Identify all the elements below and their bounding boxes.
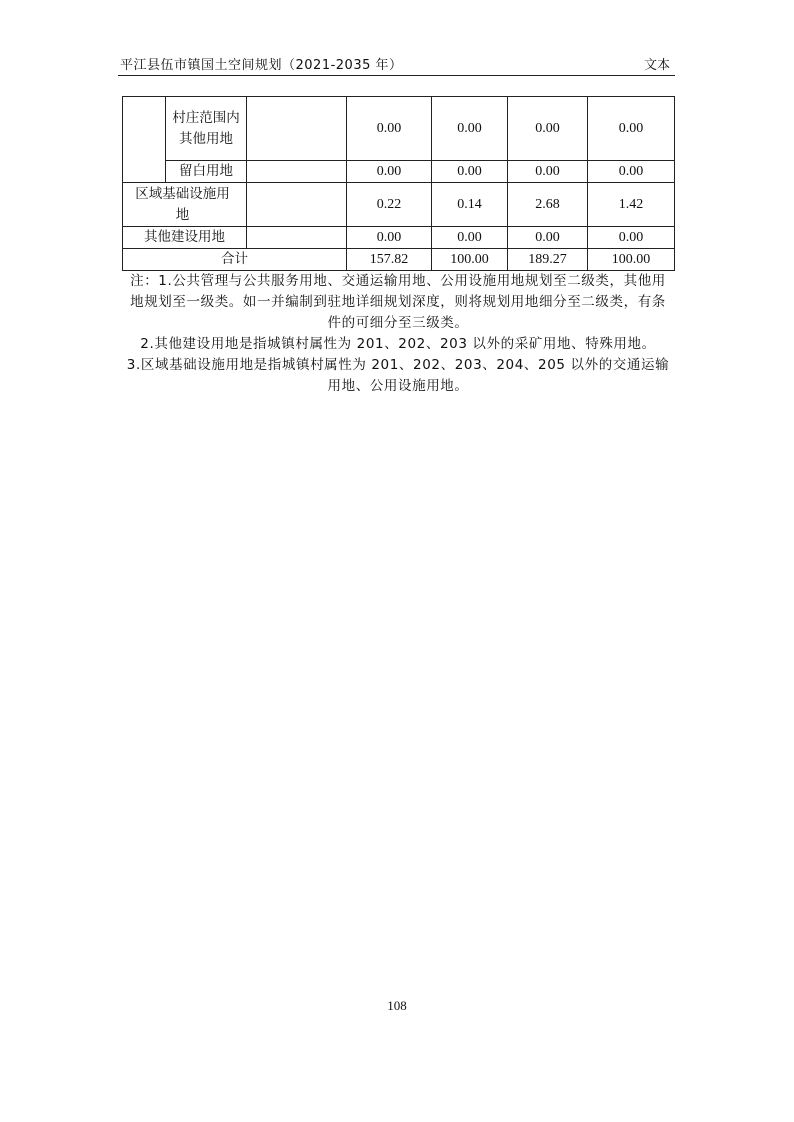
table-row [123,161,675,183]
code-cell [247,97,347,161]
note-3: 3.区域基础设施用地是指城镇村属性为 201、202、203、204、205 以外的交通运输用地、公用设施用地。 [126,357,670,394]
value-cell: 0.00 [588,161,675,183]
value-cell: 0.00 [508,97,588,161]
document-title: 平江县伍市镇国土空间规划（2021-2035 年） [120,58,403,73]
table-row [123,183,675,227]
value-cell: 0.00 [432,97,508,161]
category-cell [123,97,166,183]
code-cell [247,227,347,249]
value-cell: 189.27 [508,249,588,271]
row-label: 区域基础设施用地 [123,183,247,227]
value-cell: 0.14 [432,183,508,227]
value-cell: 0.00 [347,97,432,161]
table-total-row [123,249,675,271]
value-cell: 157.82 [347,249,432,271]
header-divider [118,75,675,76]
row-label: 其他建设用地 [123,227,247,249]
value-cell: 0.00 [508,227,588,249]
value-cell: 0.00 [508,161,588,183]
value-cell: 0.22 [347,183,432,227]
value-cell: 0.00 [432,161,508,183]
value-cell: 1.42 [588,183,675,227]
value-cell: 100.00 [588,249,675,271]
value-cell: 100.00 [432,249,508,271]
code-cell [247,183,347,227]
table-row [123,97,675,161]
total-label: 合计 [123,249,347,271]
land-use-table [122,96,675,271]
page-number: 108 [387,998,407,1013]
value-cell: 2.68 [508,183,588,227]
table-notes [124,271,672,397]
row-label: 村庄范围内其他用地 [166,97,247,161]
table-row [123,227,675,249]
note-1: 注：1.公共管理与公共服务用地、交通运输用地、公用设施用地规划至二级类，其他用地规划至一级类。如一并编制到驻地详细规划深度，则将规划用地细分至二级类，有条件的可细分至三级类。 [130,273,666,331]
value-cell: 0.00 [432,227,508,249]
value-cell: 0.00 [588,227,675,249]
value-cell: 0.00 [588,97,675,161]
document-label: 文本 [643,58,670,73]
note-2: 2.其他建设用地是指城镇村属性为 201、202、203 以外的采矿用地、特殊用地。 [140,336,656,352]
row-label: 留白用地 [166,161,247,183]
value-cell: 0.00 [347,227,432,249]
code-cell [247,161,347,183]
value-cell: 0.00 [347,161,432,183]
